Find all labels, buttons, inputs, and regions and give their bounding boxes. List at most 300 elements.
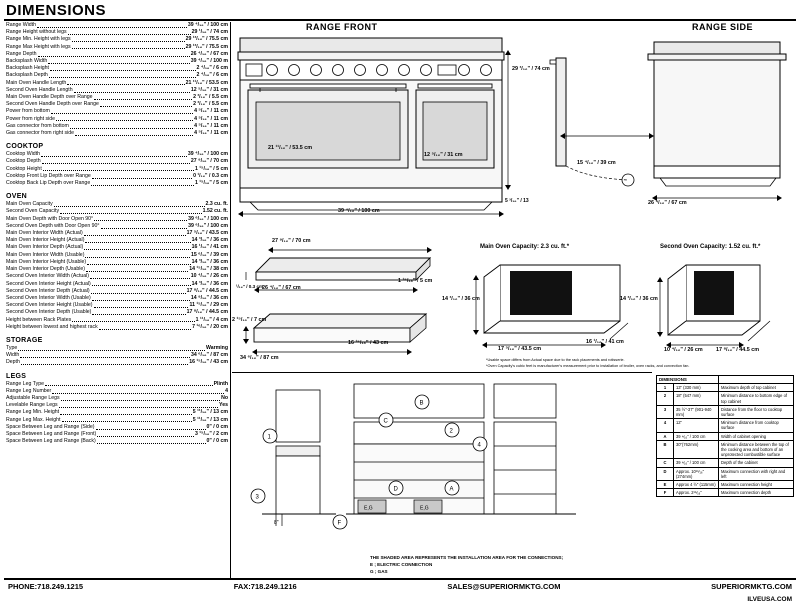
spec-row [6,44,228,51]
spec-row [6,395,228,402]
spec-value: 29 ¹³/₁₆" / 75.5 cm [185,36,228,43]
spec-value: 39 ⁴/₁₆" / 100 cm [187,151,228,158]
spec-row [6,94,228,101]
table-header-desc [719,376,794,384]
spec-value: 0" / 0 cm [206,423,228,430]
storage-drawer-drawing [240,300,440,362]
spec-label: Cooktop Height [6,165,42,172]
legend-gas: G ; GAS [370,569,388,574]
svg-text:3: 3 [255,494,259,501]
spec-value: 4 ⁵/₁₆" / 11 cm [194,115,228,122]
spec-label: Second Oven Interior Width (Usable) [6,294,91,301]
spec-value: 4 ⁵/₁₆" / 11 cm [194,108,228,115]
spec-leader [51,112,193,114]
spec-label: Second Oven Capacity [6,208,60,215]
spec-value: 7 ¹⁶/₁₆" / 20 cm [192,323,228,330]
main-oven-depth-label: 16 ¹/₁₆" / 41 cm [586,339,624,345]
second-oven-capacity-heading: Second Oven Capacity: 1.52 cu. ft.* [660,244,761,250]
spec-row [6,223,228,230]
spec-row [6,29,228,36]
spec-label: Main Oven Handle Length [6,79,67,86]
spec-row [6,352,228,359]
spec-leader [54,205,205,207]
spec-label: Second Oven Interior Width (Actual) [6,273,90,280]
spec-value: 1.52 cu. ft. [202,208,228,215]
spec-leader [70,127,193,129]
table-row [657,467,794,480]
table-cell-key: E [657,481,674,489]
spec-row [6,108,228,115]
spec-label: Height between Rack Plates [6,316,72,323]
table-row [657,489,794,497]
svg-text:C: C [383,418,388,425]
spec-value: 4 ⁵/₁₆" / 11 cm [194,122,228,129]
cooktop-depth-label: 27 ⁹/₁₆" / 70 cm [272,238,311,244]
spec-value: 21 ¹¹/₁₆" / 53.5 cm [185,79,228,86]
spec-label: Range Height without legs [6,29,67,36]
table-row [657,459,794,467]
svg-text:B: B [419,400,424,407]
spec-leader [60,413,192,415]
spec-value: 14 ³/₁₆" / 36 cm [191,237,228,244]
range-front-width-label: 39 ⁴/₁₆" / 100 cm [338,208,380,214]
spec-label: Main Oven Interior Width (Usable) [6,251,85,258]
spec-label: Power from right side [6,115,56,122]
spec-row [6,409,228,416]
column-divider [230,22,231,578]
spec-value: 4 ⁵/₁₆" / 11 cm [194,130,228,137]
spec-label: Cooktop Width [6,151,41,158]
spec-row [6,309,228,316]
range-front-height-label: 29 ³/₁₆" / 74 cm [512,66,550,72]
spec-label: Type [6,344,18,351]
table-cell-description: Depth of the cabinet [719,459,794,467]
table-cell-key: A [657,432,674,440]
footer-email[interactable]: SALES@SUPERIORMKTG.COM [447,582,561,591]
footnote-usable: *Usable space differs from Actual space due to the rack placements and rotisserie. [486,358,625,362]
main-oven-height-label: 14 ³/₁₆" / 36 cm [442,296,480,302]
spec-value: 27 ⁹/₁₆" / 70 cm [190,158,228,165]
table-cell-value: Approx. 10¹⁵⁄₁₆" (274mm) [674,467,719,480]
table-cell-value: 30"(762mm) [674,440,719,459]
installation-shaded-note [370,554,563,575]
spec-value: 0 ¹/₁₆" / 0.3 cm [193,172,228,179]
storage-depth-label: 16 ¹⁵/₁₆" / 43 cm [348,340,389,346]
spec-row [6,317,228,324]
spec-value: 2 ³/₁₆" / 5.5 cm [193,94,228,101]
table-row [657,405,794,418]
spec-value: 39 ⁶/₁₆" / 100 cm [188,222,228,229]
spec-value: 5 ¹¹/₁₆" / 13 cm [192,416,228,423]
table-cell-value: 13" (330 mm) [674,384,719,392]
range-side-depth-label: 26 ⁴/₁₆" / 67 cm [648,200,687,206]
spec-value: 15 ⁶/₁₆" / 39 cm [190,251,228,258]
svg-text:2: 2 [449,428,453,435]
spec-leader [60,212,202,214]
spec-row [6,345,228,352]
spec-value: 14 ³/₁₆" / 36 cm [191,258,228,265]
range-leg-height-label: 5 ³/₁₆" / 13 [505,198,529,204]
spec-row [6,237,228,244]
table-row [657,419,794,432]
spec-leader [37,26,187,28]
footer-site[interactable]: SUPERIORMKTG.COM [711,582,792,591]
spec-row [6,424,228,431]
spec-row [6,244,228,251]
footer-bar [0,582,800,591]
spec-label: Cooktop Depth [6,158,41,165]
table-row [657,384,794,392]
spec-value: 2 ³/₁₆" / 5.5 cm [193,101,228,108]
second-oven-depth-label: 17 ⁸/₁₆" / 44.5 cm [716,347,760,353]
spec-value: 11 ¹⁵/₁₆" / 29 cm [189,302,228,309]
section-heading-cooktop: COOKTOP [6,143,44,151]
spec-value: 17 ⁸/₁₆" / 44.5 cm [186,287,228,294]
spec-label: Second Oven Handle Depth over Range [6,101,99,108]
spec-label: Main Oven Handle Depth over Range [6,94,93,101]
spec-row [6,123,228,130]
spec-label: Space Between Leg and Range (Side) [6,423,95,430]
table-row [657,481,794,489]
table-cell-description: Maximum depth of top cabinet [719,384,794,392]
spec-row [6,259,228,266]
spec-leader [42,162,190,164]
spec-leader [72,40,185,42]
spec-row [6,22,228,29]
spec-leader [59,406,218,408]
spec-leader [38,55,190,57]
spec-value: No [221,394,228,401]
spec-value: 29 ¹/₁₆" / 74 cm [191,29,228,36]
spec-row [6,180,228,187]
cooktop-height-label: 1 ¹⁵/₁₆" / 5 cm [398,278,433,284]
spec-value: Plinth [213,380,228,387]
spec-leader [91,184,194,186]
spec-leader [67,83,184,85]
dimensions-table [656,375,794,497]
footer-brand-url[interactable]: ILVEUSA.COM [747,596,792,603]
spec-value: 17 ⁵/₁₆" / 43.5 cm [186,230,228,237]
spec-value: 39 ⁴/₁₆" / 100 cm [187,22,228,28]
spec-value: 2.3 cu. ft. [205,201,228,208]
svg-text:E,G: E,G [420,505,429,512]
table-cell-value: 39 ⁴⁄₁₆" / 100 cm [674,459,719,467]
spec-row [6,201,228,208]
spec-leader [92,284,191,286]
spec-leader [86,270,188,272]
section-heading-legs: LEGS [6,372,27,380]
table-header-dimensions: DIMENSIONS [657,376,719,384]
spec-leader [52,392,224,394]
table-cell-value: Approx 4 ½" (115mm) [674,481,719,489]
spec-value: 2 ⁴/₁₆" / 6 cm [196,65,228,72]
spec-row [6,173,228,180]
legend-electric: E ; ELECTRIC CONNECTION [370,562,433,567]
table-row [657,432,794,440]
table-cell-description: Distance from the floor to cooktop surface [719,405,794,418]
spec-leader [50,69,196,71]
spec-label: Power from bottom [6,108,50,115]
spec-row [6,302,228,309]
spec-label: Range Leg Number [6,387,52,394]
spec-leader [75,134,193,136]
spec-label: Range Depth [6,50,37,57]
svg-text:8": 8" [274,520,279,526]
footnote-capacity: *Oven Capacity's cubic feet is manufacturer's measurement prior to installation of broiler, oven racks, and convection fan. [486,364,690,368]
spec-leader [21,363,188,365]
spec-row [6,36,228,43]
installation-drawing [236,376,650,552]
table-cell-description: Minimum distance from cooktop surface [719,419,794,432]
spec-leader [97,442,206,444]
spec-label: Range Min. Height with legs [6,36,71,43]
spec-label: Adjustable Range Legs [6,394,60,401]
spec-value: 14 ⁹/₁₆" / 36 cm [190,294,228,301]
spec-label: Range Width [6,22,36,28]
spec-label: Second Oven Interior Depth (Usable) [6,309,92,316]
spec-row [6,58,228,65]
spec-label: Main Oven Interior Height (Usable) [6,258,87,265]
spec-leader [90,277,190,279]
spec-value: 12 ⁵/₁₆" / 31 cm [190,86,228,93]
table-cell-key: 3 [657,405,674,418]
spec-leader [94,98,193,100]
spec-leader [84,234,186,236]
installation-divider [232,372,652,373]
shaded-note-line: THE SHADED AREA REPRESENTS THE INSTALLATION AREA FOR THE CONNECTIONS; [370,555,564,560]
spec-leader [62,420,192,422]
spec-value: Warming [206,344,228,351]
spec-row [6,158,228,165]
spec-value: 5 ¹¹/₁₆" / 13 cm [192,409,228,416]
svg-text:E,G: E,G [364,505,373,512]
spec-row [6,151,228,158]
svg-text:1: 1 [267,434,271,441]
main-oven-capacity-heading: Main Oven Capacity: 2.3 cu. ft.* [480,244,570,250]
second-oven-drawing [650,255,800,355]
spec-leader [49,76,196,78]
spec-leader [91,292,186,294]
spec-row [6,216,228,223]
table-cell-key: 4 [657,419,674,432]
spec-value: 0" / 0 cm [206,438,228,445]
spec-row [6,288,228,295]
table-cell-description: Minimum distance to bottom edge of top cabinet [719,392,794,405]
table-cell-key: B [657,440,674,459]
spec-row [6,230,228,237]
spec-leader [68,33,191,35]
range-front-heading: RANGE FRONT [306,22,378,32]
range-side-dooropen-label: 15 ⁴/₁₆" / 39 cm [577,160,616,166]
spec-value: Yes [219,402,228,409]
spec-label: Second Oven Depth with Door Open 90° [6,222,100,229]
table-cell-value: 35 ½"-37" (901-940 mm) [674,405,719,418]
spec-value: 1 ¹¹/₁₆" / 4 cm [195,316,228,323]
spec-value: 39 ⁴/₁₆" / 100 m [190,58,228,65]
spec-value: 34 ⁶/₁₆" / 87 cm [190,352,228,359]
spec-label: Depth [6,359,20,366]
spec-leader [94,306,189,308]
spec-row [6,130,228,137]
table-cell-value: 18" (547 mm) [674,392,719,405]
svg-text:F: F [337,520,342,527]
spec-leader [72,320,194,322]
table-cell-value: 39 ⁴⁄₁₆" / 100 cm [674,432,719,440]
spec-row [6,87,228,94]
spec-row [6,65,228,72]
spec-label: Levelable Range Legs [6,402,58,409]
spec-value: 1 ¹⁵/₁₆" / 5 cm [194,165,228,172]
spec-leader [41,155,187,157]
table-cell-key: 2 [657,392,674,405]
table-cell-key: F [657,489,674,497]
spec-leader [92,177,192,179]
spec-label: Range Max Height with legs [6,43,71,50]
spec-label: Space Between Leg and Range (Front) [6,430,97,437]
table-cell-description: Maximum connection depth [719,489,794,497]
spec-leader [74,91,190,93]
spec-row [6,80,228,87]
spec-leader [85,256,190,258]
svg-text:4: 4 [477,442,481,449]
table-cell-value: 12" [674,419,719,432]
spec-leader [101,227,188,229]
table-cell-description: Width of cabinet opening [719,432,794,440]
spec-label: Main Oven Interior Depth (Usable) [6,266,85,273]
cooktop-lip-label: ¹/₁₆" / 0.3 cm [236,284,264,289]
spec-value: 10 ⁴/₁₆" / 26 cm [190,273,228,280]
table-cell-description: Maximum connection height [719,481,794,489]
spec-label: Second Oven Interior Height (Actual) [6,280,91,287]
spec-row [6,266,228,273]
spec-leader [96,428,206,430]
table-cell-key: 1 [657,384,674,392]
spec-leader [61,399,220,401]
table-cell-key: D [657,467,674,480]
spec-label: Range Leg Type [6,380,44,387]
spec-label: Second Oven Handle Length [6,86,73,93]
spec-value: 39 ⁶/₁₆" / 100 cm [188,215,228,222]
spec-value: 16 ¹⁵/₁₆" / 43 cm [189,359,228,366]
svg-text:D: D [393,486,398,493]
spec-leader [18,349,205,351]
spec-label: Second Oven Interior Height (Usable) [6,302,93,309]
spec-leader [72,47,185,49]
spec-row [6,101,228,108]
table-cell-description: Maximum connection with right and left [719,467,794,480]
spec-row [6,438,228,445]
spec-leader [56,119,193,121]
spec-value: 16 ¹/₁₆" / 41 cm [191,244,228,251]
table-cell-key: C [657,459,674,467]
spec-label: Range Leg Max. Height [6,416,61,423]
svg-text:A: A [449,486,454,493]
second-oven-handle-label: 12 ⁵/₁₆" / 31 cm [424,152,463,158]
footer-phone: PHONE:718.249.1215 [8,582,84,591]
spec-leader [87,263,190,265]
spec-label: Main Oven Capacity [6,201,53,208]
section-heading-storage: STORAGE [6,336,43,344]
footer-fax: FAX:718.249.1216 [233,582,297,591]
spec-leader [20,356,190,358]
range-front-drawing [232,28,532,218]
spec-row [6,295,228,302]
spec-row [6,208,228,215]
main-oven-width-label: 17 ⁵/₁₆" / 43.5 cm [498,346,542,352]
second-oven-height-label: 14 ³/₁₆" / 36 cm [620,296,658,302]
table-cell-description: Minimum distance between the top of the cooking area and bottom of an unprotected combustible surface [719,440,794,459]
table-header-row [657,376,794,384]
spec-value: 3 ¹⁵/₁₆" / 2 cm [194,430,228,437]
spec-row [6,431,228,438]
spec-row [6,273,228,280]
spec-row [6,417,228,424]
second-oven-width-label: 10 ⁴/₁₆" / 26 cm [664,347,703,353]
page-title: DIMENSIONS [6,2,107,19]
spec-row [6,166,228,173]
spec-value: 17 ⁸/₁₆" / 44.5 cm [186,309,228,316]
table-cell-value: Approx. 2¹⁵⁄₁₆" [674,489,719,497]
spec-label: Backsplash Height [6,65,49,72]
spec-label: Gas connector from right side [6,130,75,137]
specifications-column [6,22,228,445]
spec-label: Second Oven Interior Depth (Actual) [6,287,90,294]
spec-leader [45,384,213,386]
spec-leader [100,105,192,107]
spec-label: Main Oven Interior Depth (Actual) [6,244,84,251]
spec-value: 1 ¹⁵/₁₆" / 5 cm [194,180,228,187]
section-heading-oven: OVEN [6,193,28,201]
spec-label: Cooktop Front Lip Depth over Range [6,172,91,179]
spec-value: 29 ¹³/₁₆" / 75.5 cm [185,43,228,50]
spec-value: 14 ³/₁₆" / 36 cm [191,280,228,287]
range-side-drawing [548,28,796,218]
spec-value: 26 ⁴/₁₆" / 67 cm [190,50,228,57]
spec-label: Gas connector from bottom [6,122,69,129]
spec-row [6,72,228,79]
spec-value: 2 ⁴/₁₆" / 6 cm [196,72,228,79]
spec-row [6,281,228,288]
spec-leader [84,248,190,250]
spec-label: Width [6,352,20,359]
spec-label: Backsplash Width [6,58,48,65]
storage-height-label: 2 ¹⁵/₁₆" / 7 cm [232,317,267,323]
table-row [657,392,794,405]
table-row [657,440,794,459]
spec-row [6,388,228,395]
spec-value: 4 [225,387,228,394]
footer-divider [4,578,796,580]
main-oven-handle-label: 21 ¹¹/₁₆" / 53.5 cm [268,145,313,151]
storage-width-label: 34 ⁶/₁₆" / 87 cm [240,355,279,361]
spec-label: Main Oven Depth with Door Open 90° [6,215,94,222]
spec-label: Main Oven Interior Width (Actual) [6,230,83,237]
spec-row [6,252,228,259]
spec-leader [94,219,187,221]
cooktop-width-label: 26 ⁴/₁₆" / 67 cm [262,285,301,291]
spec-label: Height between lowest and highest rack [6,323,98,330]
spec-label: Cooktop Back Lip Depth over Range [6,180,91,187]
spec-row [6,324,228,331]
spec-label: Range Leg Min. Height [6,409,60,416]
spec-row [6,51,228,58]
spec-leader [97,435,194,437]
spec-row [6,359,228,366]
spec-leader [43,169,194,171]
range-side-heading: RANGE SIDE [692,22,754,32]
spec-leader [92,299,190,301]
spec-row [6,381,228,388]
